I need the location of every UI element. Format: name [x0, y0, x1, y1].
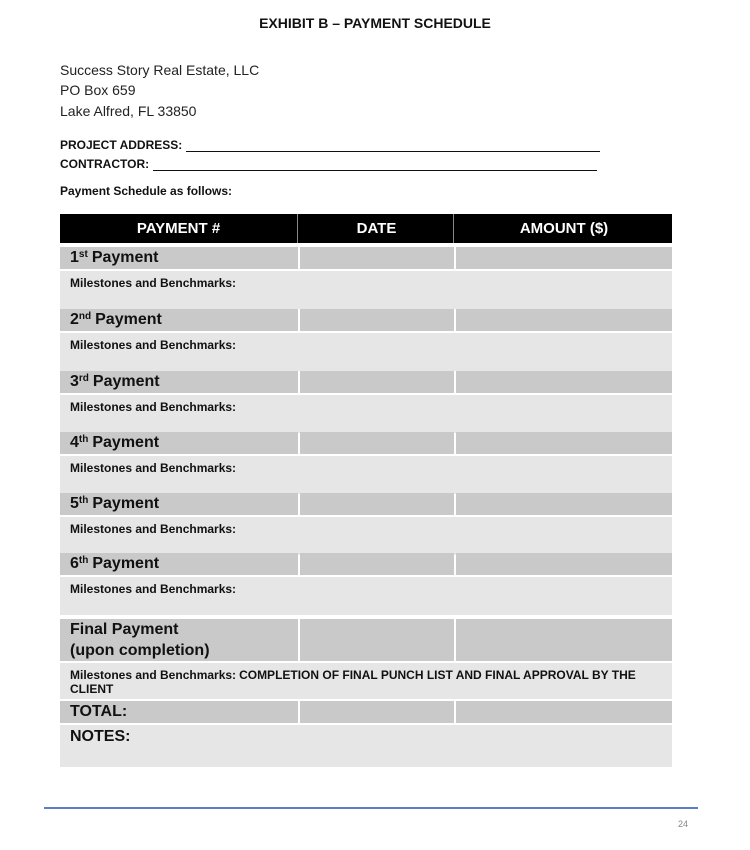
- payment-amount-cell[interactable]: [456, 371, 672, 393]
- payment-word: Payment: [92, 495, 160, 512]
- payment-word: Payment: [95, 311, 162, 328]
- payment-number: 4: [70, 434, 79, 451]
- payment-word: Payment: [92, 555, 160, 572]
- payment-number: 6: [70, 555, 79, 572]
- payment-ordinal-suffix: th: [78, 495, 89, 506]
- payment-label: [60, 247, 298, 269]
- project-address-line[interactable]: [186, 139, 600, 152]
- final-payment-date-cell[interactable]: [300, 619, 454, 661]
- payment-number: 1: [70, 249, 79, 266]
- project-address-label: PROJECT ADDRESS:: [60, 138, 183, 152]
- header-date: DATE: [300, 214, 454, 243]
- milestones-label: Milestones and Benchmarks:: [70, 461, 237, 475]
- notes-row[interactable]: [60, 725, 672, 767]
- milestones-label: Milestones and Benchmarks:: [70, 338, 237, 352]
- payment-number: 5: [70, 495, 79, 512]
- payment-row: [60, 553, 672, 575]
- payment-date-cell[interactable]: [300, 247, 454, 269]
- page-number: 24: [678, 819, 689, 829]
- contractor-line[interactable]: [153, 158, 597, 171]
- final-payment-row: [60, 619, 672, 661]
- payment-ordinal-suffix: st: [78, 249, 88, 260]
- contractor-label: CONTRACTOR:: [60, 157, 150, 171]
- payment-amount-cell[interactable]: [456, 553, 672, 575]
- table-header: [60, 214, 672, 243]
- milestones-label: Milestones and Benchmarks:: [70, 582, 237, 596]
- payment-label: [60, 553, 298, 575]
- payment-number: 2: [70, 311, 79, 328]
- payment-date-cell[interactable]: [300, 371, 454, 393]
- payment-date-cell[interactable]: [300, 309, 454, 331]
- final-milestones-value: COMPLETION OF FINAL PUNCH LIST AND FINAL APPROVAL BY THE CLIENT: [70, 668, 636, 696]
- company-po-box: PO Box 659: [60, 82, 136, 98]
- total-amount-cell[interactable]: [456, 701, 672, 723]
- payment-amount-cell[interactable]: [456, 309, 672, 331]
- payment-row: [60, 309, 672, 331]
- milestones-label: Milestones and Benchmarks:: [70, 400, 237, 414]
- payment-word: Payment: [92, 373, 160, 390]
- total-row: [60, 701, 672, 723]
- payment-row: [60, 493, 672, 515]
- final-milestones-label: Milestones and Benchmarks:: [70, 668, 237, 682]
- milestones-row[interactable]: [60, 577, 672, 615]
- total-date-cell[interactable]: [300, 701, 454, 723]
- project-address-field: [60, 138, 600, 152]
- payment-word: Payment: [92, 434, 160, 451]
- header-payment-number: PAYMENT #: [60, 214, 298, 243]
- payment-label: [60, 493, 298, 515]
- payment-date-cell[interactable]: [300, 432, 454, 454]
- payment-ordinal-suffix: rd: [78, 373, 89, 384]
- footer-rule: [44, 807, 698, 809]
- company-city: Lake Alfred, FL 33850: [60, 103, 197, 119]
- final-payment-title: Final Payment: [70, 621, 179, 638]
- payment-ordinal-suffix: th: [78, 434, 89, 445]
- payment-amount-cell[interactable]: [456, 432, 672, 454]
- payment-date-cell[interactable]: [300, 553, 454, 575]
- payment-row: [60, 247, 672, 269]
- payment-word: Payment: [91, 249, 159, 266]
- final-payment-label: [60, 619, 298, 661]
- company-name: Success Story Real Estate, LLC: [60, 62, 260, 78]
- milestones-row[interactable]: [60, 333, 672, 371]
- milestones-row[interactable]: [60, 517, 672, 555]
- milestones-row[interactable]: [60, 271, 672, 309]
- milestones-label: Milestones and Benchmarks:: [70, 276, 237, 290]
- header-amount: AMOUNT ($): [519, 220, 609, 237]
- schedule-intro: Payment Schedule as follows:: [60, 184, 233, 198]
- contractor-field: [60, 157, 597, 171]
- payment-amount-cell[interactable]: [456, 493, 672, 515]
- payment-number: 3: [70, 373, 79, 390]
- payment-ordinal-suffix: th: [78, 555, 89, 566]
- milestones-label: Milestones and Benchmarks:: [70, 522, 237, 536]
- milestones-row[interactable]: [60, 395, 672, 433]
- payment-label: [60, 309, 298, 331]
- total-label: TOTAL:: [60, 701, 298, 723]
- final-milestones-row[interactable]: [60, 663, 672, 699]
- payment-label: [60, 371, 298, 393]
- milestones-row[interactable]: [60, 456, 672, 494]
- final-payment-amount-cell[interactable]: [456, 619, 672, 661]
- payment-row: [60, 432, 672, 454]
- payment-ordinal-suffix: nd: [78, 311, 92, 322]
- payment-row: [60, 371, 672, 393]
- notes-label: NOTES:: [70, 728, 131, 745]
- document-title: EXHIBIT B – PAYMENT SCHEDULE: [259, 15, 491, 31]
- payment-amount-cell[interactable]: [456, 247, 672, 269]
- payment-label: [60, 432, 298, 454]
- payment-date-cell[interactable]: [300, 493, 454, 515]
- final-payment-subtitle: (upon completion): [70, 642, 210, 659]
